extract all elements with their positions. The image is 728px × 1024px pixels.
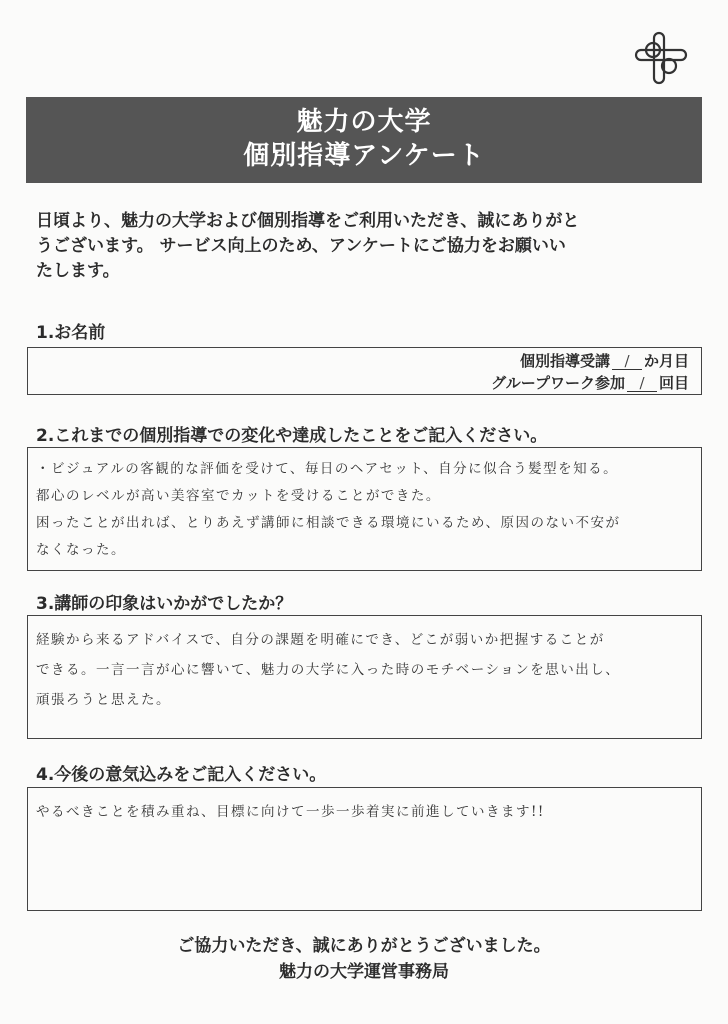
group-work-label: グループワーク参加	[491, 374, 625, 392]
individual-coaching-unit: か月目	[643, 352, 689, 370]
name-field-box[interactable]	[27, 347, 702, 395]
intro-line: うございます。 サービス向上のため、アンケートにご協力をお願いい	[36, 236, 566, 256]
intro-line: 日頃より、魅力の大学および個別指導をご利用いただき、誠にありがと	[36, 211, 580, 231]
intro-line: たします。	[36, 261, 120, 281]
answer-line: ・ビジュアルの客観的な評価を受けて、毎日のヘアセット、自分に似合う髪型を知る。	[36, 461, 619, 477]
individual-coaching-row	[520, 350, 689, 371]
question-3-answer	[36, 625, 696, 715]
group-work-unit: 回目	[658, 374, 689, 392]
page-title: 魅力の大学	[296, 107, 432, 137]
individual-coaching-label: 個別指導受講	[519, 352, 610, 370]
question-4-title: 4.今後の意気込みをご記入ください。	[36, 765, 327, 785]
individual-coaching-month-field[interactable]: /	[612, 353, 642, 370]
brand-logo-icon	[633, 30, 689, 88]
question-4-answer	[36, 797, 696, 827]
answer-line: できる。一言一言が心に響いて、魅力の大学に入った時のモチベーションを思い出し、	[36, 662, 621, 678]
question-1-title: 1.お名前	[36, 323, 106, 343]
answer-line: 困ったことが出れば、とりあえず講師に相談できる環境にいるため、原因のない不安が	[36, 515, 621, 531]
group-work-row	[491, 372, 689, 393]
question-2-title: 2.これまでの個別指導での変化や達成したことをご記入ください。	[36, 426, 548, 446]
answer-line: 経験から来るアドバイスで、自分の課題を明確にでき、どこが弱いか把握することが	[36, 632, 605, 648]
answer-line: 都心のレベルが高い美容室でカットを受けることができた。	[36, 488, 441, 504]
intro-text	[36, 209, 700, 284]
group-work-count-field[interactable]: /	[627, 375, 657, 392]
question-2-answer	[36, 456, 696, 564]
page-subtitle: 個別指導アンケート	[243, 141, 485, 171]
question-3-title: 3.講師の印象はいかがでしたか？	[36, 594, 293, 614]
answer-line: やるべきことを積み重ね、目標に向けて一歩一歩着実に前進していきます!!	[36, 804, 545, 820]
answer-line: 頑張ろうと思えた。	[36, 692, 171, 708]
closing-message: ご協力いただき、誠にありがとうございました。	[177, 936, 551, 956]
answer-line: なくなった。	[36, 542, 126, 558]
organization-name: 魅力の大学運営事務局	[279, 962, 449, 982]
title-banner	[26, 97, 702, 183]
